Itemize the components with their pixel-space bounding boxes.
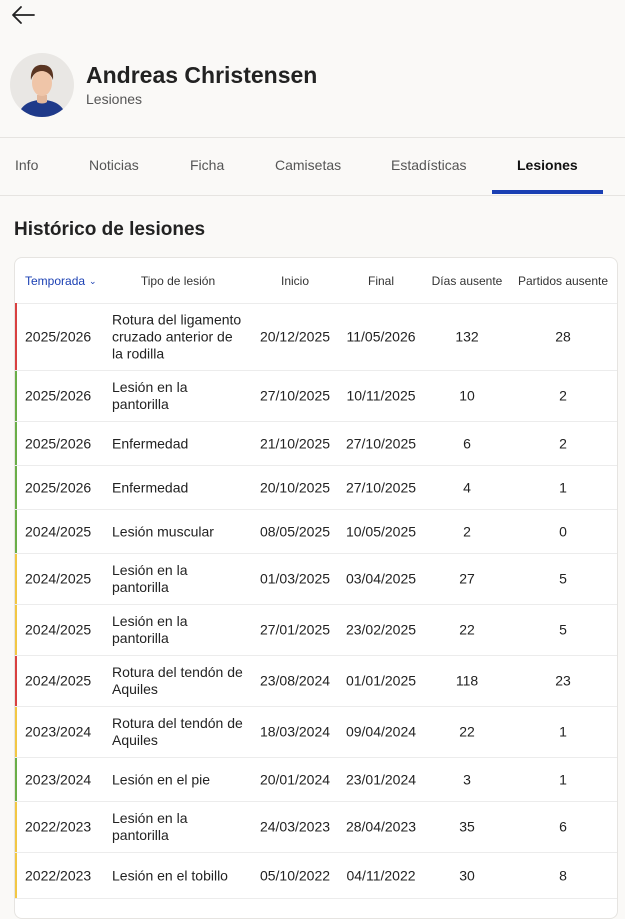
- severity-indicator: [15, 554, 17, 604]
- cell-season: 2023/2024: [25, 723, 92, 740]
- cell-matches-absent: 1: [559, 771, 567, 787]
- table-row: [15, 554, 617, 605]
- cell-matches-absent: 0: [559, 523, 567, 539]
- cell-injury-type: Lesión en el tobillo: [112, 867, 228, 883]
- page-subtitle: Lesiones: [86, 91, 143, 107]
- cell-matches-absent: 5: [559, 570, 567, 587]
- cell-days-absent: 10: [459, 387, 475, 404]
- cell-injury-type: Lesión muscular: [112, 523, 214, 539]
- chevron-down-icon: ⌄: [89, 276, 97, 286]
- cell-start-date: 20/10/2025: [259, 479, 331, 495]
- severity-indicator: [15, 422, 17, 465]
- header-end: Final: [367, 274, 395, 288]
- sort-by-season-button[interactable]: [25, 274, 97, 288]
- cell-days-absent: 132: [455, 328, 479, 344]
- cell-injury-type: Enfermedad: [112, 479, 189, 495]
- cell-injury-type: Lesión en la pantorilla: [112, 810, 188, 843]
- table-row: [15, 802, 617, 853]
- severity-indicator: [15, 371, 17, 421]
- cell-days-absent: 6: [463, 435, 471, 451]
- table-row: [15, 510, 617, 554]
- cell-start-date: 20/12/2025: [259, 328, 331, 344]
- cell-season: 2024/2025: [25, 523, 92, 539]
- cell-start-date: 23/08/2024: [259, 672, 331, 689]
- cell-end-date: 23/01/2024: [345, 771, 417, 787]
- severity-indicator: [15, 605, 17, 655]
- cell-injury-type: Lesión en la pantorilla: [112, 379, 188, 412]
- table-row: [15, 853, 617, 899]
- tab-lesiones[interactable]: Lesiones: [517, 157, 578, 173]
- cell-season: 2022/2023: [25, 867, 92, 883]
- cell-matches-absent: 6: [559, 818, 567, 835]
- cell-end-date: 11/05/2026: [346, 328, 416, 344]
- severity-indicator: [15, 853, 17, 898]
- cell-days-absent: 4: [463, 479, 471, 495]
- table-row: [15, 303, 617, 371]
- header-start: Inicio: [280, 274, 310, 288]
- cell-days-absent: 118: [455, 672, 479, 689]
- header-season: Temporada: [25, 274, 86, 288]
- cell-matches-absent: 1: [559, 479, 567, 495]
- injury-table: [14, 257, 618, 919]
- cell-end-date: 10/05/2025: [345, 523, 417, 539]
- cell-start-date: 08/05/2025: [259, 523, 331, 539]
- table-row: [15, 707, 617, 758]
- cell-end-date: 09/04/2024: [345, 723, 417, 740]
- tab-bar: [0, 137, 625, 196]
- cell-start-date: 01/03/2025: [259, 570, 331, 587]
- cell-end-date: 03/04/2025: [345, 570, 417, 587]
- table-row: [15, 656, 617, 707]
- cell-season: 2023/2024: [25, 771, 92, 787]
- tab-estadisticas[interactable]: Estadísticas: [391, 157, 467, 173]
- section-title: Histórico de lesiones: [14, 219, 206, 240]
- cell-days-absent: 30: [459, 867, 475, 883]
- header-matches: Partidos ausente: [517, 274, 609, 288]
- table-row: [15, 466, 617, 510]
- tab-info[interactable]: Info: [15, 157, 39, 173]
- cell-season: 2024/2025: [25, 621, 92, 638]
- player-name: Andreas Christensen: [86, 62, 318, 88]
- cell-end-date: 27/10/2025: [345, 479, 417, 495]
- cell-matches-absent: 2: [559, 387, 567, 404]
- cell-season: 2025/2026: [25, 387, 92, 404]
- cell-injury-type: Lesión en la pantorilla: [112, 613, 188, 646]
- header-days: Días ausente: [431, 274, 503, 288]
- cell-start-date: 21/10/2025: [259, 435, 331, 451]
- cell-end-date: 10/11/2025: [346, 387, 416, 404]
- cell-end-date: 27/10/2025: [345, 435, 417, 451]
- tab-noticias[interactable]: Noticias: [89, 157, 139, 173]
- cell-start-date: 18/03/2024: [259, 723, 331, 740]
- severity-indicator: [15, 303, 17, 370]
- header-type: Tipo de lesión: [140, 274, 216, 288]
- cell-matches-absent: 8: [559, 867, 567, 883]
- table-header: [15, 258, 617, 304]
- cell-season: 2025/2026: [25, 328, 92, 344]
- cell-season: 2024/2025: [25, 672, 92, 689]
- cell-days-absent: 35: [459, 818, 475, 835]
- severity-indicator: [15, 802, 17, 852]
- cell-season: 2022/2023: [25, 818, 92, 835]
- cell-end-date: 04/11/2022: [346, 867, 416, 883]
- tab-camisetas[interactable]: Camisetas: [275, 157, 342, 173]
- cell-matches-absent: 5: [559, 621, 567, 638]
- cell-end-date: 01/01/2025: [345, 672, 417, 689]
- cell-matches-absent: 28: [555, 328, 571, 344]
- tab-ficha[interactable]: Ficha: [190, 157, 225, 173]
- table-row: [15, 371, 617, 422]
- cell-end-date: 28/04/2023: [345, 818, 417, 835]
- active-tab-indicator: [492, 190, 603, 194]
- cell-injury-type: Rotura del ligamento cruzado anterior de la rodilla: [112, 311, 242, 361]
- cell-days-absent: 27: [459, 570, 475, 587]
- cell-days-absent: 3: [463, 771, 471, 787]
- cell-injury-type: Lesión en la pantorilla: [112, 562, 188, 595]
- cell-matches-absent: 1: [559, 723, 567, 740]
- cell-start-date: 05/10/2022: [259, 867, 331, 883]
- player-avatar: [10, 53, 74, 117]
- back-arrow-icon[interactable]: [10, 5, 36, 25]
- severity-indicator: [15, 656, 17, 706]
- cell-days-absent: 22: [459, 621, 475, 638]
- cell-start-date: 27/10/2025: [259, 387, 331, 404]
- cell-matches-absent: 2: [559, 435, 567, 451]
- cell-injury-type: Lesión en el pie: [112, 771, 211, 787]
- severity-indicator: [15, 758, 17, 801]
- cell-season: 2024/2025: [25, 570, 92, 587]
- severity-indicator: [15, 510, 17, 553]
- severity-indicator: [15, 707, 17, 757]
- cell-season: 2025/2026: [25, 479, 92, 495]
- cell-matches-absent: 23: [555, 672, 571, 689]
- cell-injury-type: Rotura del tendón de Aquiles: [112, 664, 243, 697]
- cell-injury-type: Rotura del tendón de Aquiles: [112, 715, 243, 748]
- severity-indicator: [15, 466, 17, 509]
- table-row: [15, 422, 617, 466]
- cell-days-absent: 2: [463, 523, 471, 539]
- cell-injury-type: Enfermedad: [112, 435, 189, 451]
- cell-start-date: 20/01/2024: [259, 771, 331, 787]
- cell-season: 2025/2026: [25, 435, 92, 451]
- cell-end-date: 23/02/2025: [345, 621, 417, 638]
- cell-start-date: 27/01/2025: [259, 621, 331, 638]
- cell-start-date: 24/03/2023: [259, 818, 331, 835]
- table-row: [15, 605, 617, 656]
- table-row: [15, 758, 617, 802]
- cell-days-absent: 22: [459, 723, 475, 740]
